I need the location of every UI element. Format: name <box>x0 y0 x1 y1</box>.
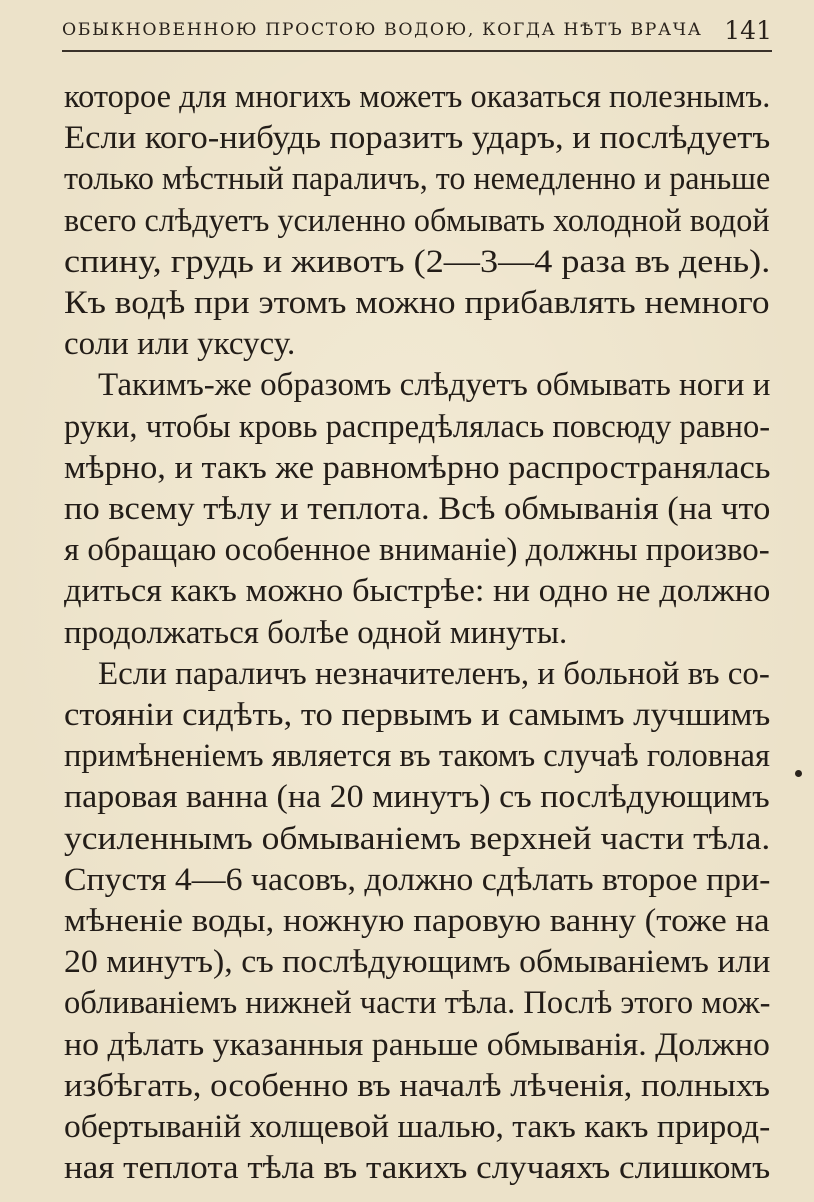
text-line: по всему тѣлу и теплота. Всѣ обмыванія (на что <box>64 491 771 527</box>
page-number: 141 <box>724 16 772 45</box>
text-line: спину, грудь и животъ (2—3—4 раза въ день). <box>64 243 771 280</box>
text-line: диться какъ можно быстрѣе: ни одно не должно <box>64 573 771 610</box>
text-line: Такимъ-же образомъ слѣдуетъ обмывать ноги и <box>98 367 771 404</box>
text-line: стояніи сидѣть, то первымъ и самымъ лучшимъ <box>64 697 771 733</box>
running-head-title: ОБЫКНОВЕННОЮ ПРОСТОЮ ВОДОЮ, КОГДА НѢТЪ ВРАЧА <box>62 20 703 40</box>
text-line: мѣрно, и такъ же равномѣрно распространялась <box>64 449 771 486</box>
text-line: обливаніемъ нижней части тѣла. Послѣ этого мож- <box>64 985 771 1022</box>
text-line: обертываній холщевой шалью, такъ какъ природ- <box>64 1109 771 1145</box>
text-line: избѣгать, особенно въ началѣ лѣченія, полныхъ <box>64 1067 770 1104</box>
text-line: Если параличъ незначителенъ, и больной въ со- <box>98 655 770 692</box>
header-rule <box>62 50 772 52</box>
text-line: Если кого-нибудь поразитъ ударъ, и послѣдуетъ <box>64 120 771 157</box>
text-line: ная теплота тѣла въ такихъ случаяхъ слишкомъ <box>64 1150 771 1187</box>
text-line: примѣненіемъ является въ такомъ случаѣ головная <box>64 738 770 775</box>
text-line: Спустя 4—6 часовъ, должно сдѣлать второе при- <box>64 861 771 898</box>
text-line: руки, чтобы кровь распредѣлялась повсюду равно- <box>64 408 771 445</box>
text-line: 20 минутъ), съ послѣдующимъ обмываніемъ или <box>64 944 771 981</box>
text-line: усиленнымъ обмываніемъ верхней части тѣла. <box>64 820 771 857</box>
text-line: продолжаться болѣе одной минуты. <box>64 614 568 651</box>
text-line: только мѣстный параличъ, то немедленно и раньше <box>64 161 771 198</box>
text-line: я обращаю особенное вниманіе) должны произво- <box>64 532 770 569</box>
text-line: соли или уксусу. <box>64 326 296 363</box>
running-head <box>62 16 772 52</box>
print-speck <box>795 770 802 777</box>
text-line: Къ водѣ при этомъ можно прибавлять немного <box>64 285 770 321</box>
text-line: мѣненіе воды, ножную паровую ванну (тоже на <box>64 903 770 939</box>
text-line: паровая ванна (на 20 минутъ) съ послѣдующимъ <box>64 779 770 816</box>
text-line: всего слѣдуетъ усиленно обмывать холодной водой <box>64 202 770 239</box>
text-line: но дѣлать указанныя раньше обмыванія. Должно <box>64 1026 770 1063</box>
text-line: которое для многихъ можетъ оказаться полезнымъ. <box>64 79 771 115</box>
